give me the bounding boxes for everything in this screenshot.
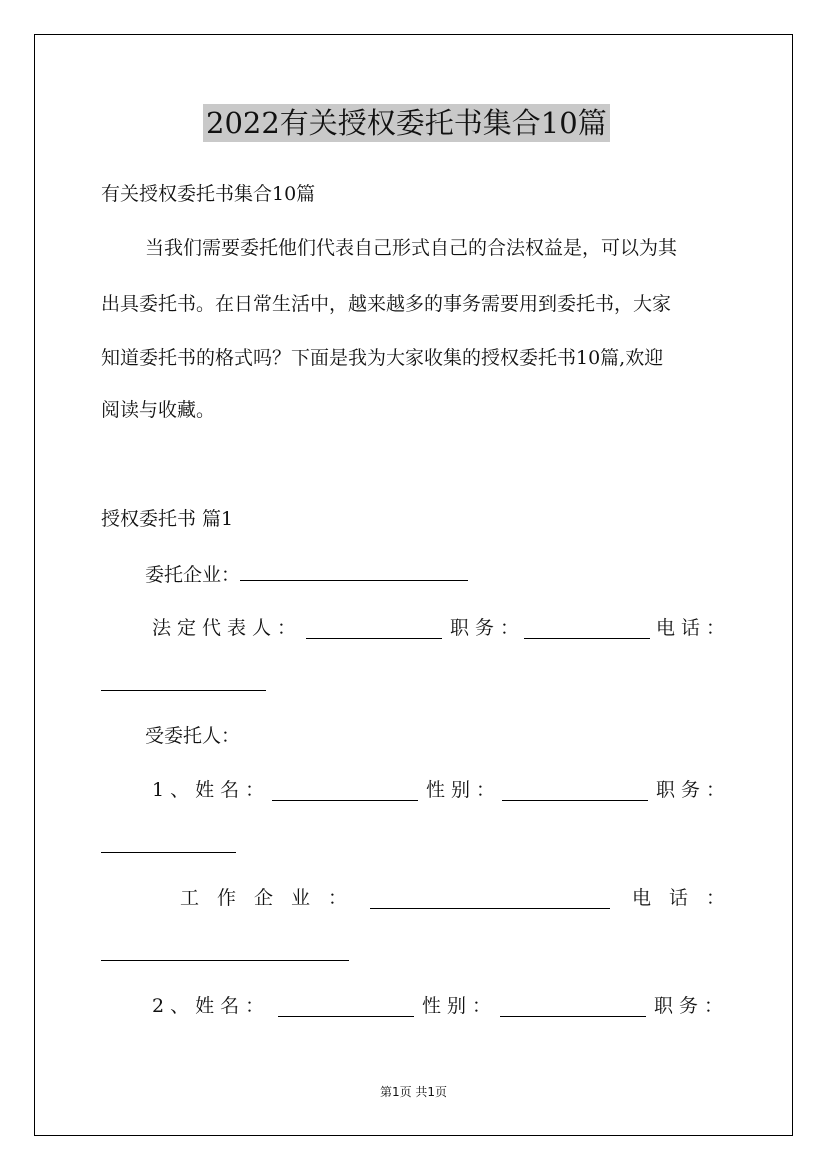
legal-rep-phone-label: 电话： xyxy=(656,617,732,639)
legal-rep-position-blank[interactable] xyxy=(524,620,650,639)
intro-line-4: 阅读与收藏。 xyxy=(101,399,216,421)
item1-work-company-blank[interactable] xyxy=(370,890,610,909)
legal-rep-blank[interactable] xyxy=(306,620,442,639)
item1-gender-label: 性别： xyxy=(426,779,502,801)
item1-phone-label: 电话： xyxy=(632,887,744,909)
item2-name-label: 2、姓名： xyxy=(152,995,271,1017)
item1-name-blank[interactable] xyxy=(272,782,418,801)
item1-phone-blank[interactable] xyxy=(101,942,349,961)
intro-line-3: 知道委托书的格式吗？下面是我为大家收集的授权委托书10篇,欢迎 xyxy=(101,347,664,369)
item2-gender-blank[interactable] xyxy=(500,998,646,1017)
trustee-label: 受委托人： xyxy=(145,725,241,747)
item1-work-company-label: 工作企业： xyxy=(180,887,366,909)
item1-name-label: 1、姓名： xyxy=(152,779,271,801)
intro-line-1: 当我们需要委托他们代表自己形式自己的合法权益是，可以为其 xyxy=(145,237,678,259)
legal-rep-phone-blank[interactable] xyxy=(101,672,266,691)
entrusting-company-blank[interactable] xyxy=(240,562,468,581)
item2-name-blank[interactable] xyxy=(278,998,414,1017)
page-footer: 第1页 共1页 xyxy=(379,1085,448,1099)
item1-position-label: 职务： xyxy=(656,779,732,801)
item2-position-label: 职务： xyxy=(654,995,730,1017)
item2-gender-label: 性别： xyxy=(422,995,498,1017)
legal-rep-position-label: 职务： xyxy=(450,617,526,639)
intro-line-2: 出具委托书。在日常生活中，越来越多的事务需要用到委托书，大家 xyxy=(101,293,672,315)
legal-rep-label: 法定代表人： xyxy=(152,617,303,639)
entrusting-company-label: 委托企业： xyxy=(145,564,241,586)
section-heading: 授权委托书 篇1 xyxy=(101,508,234,530)
entrusting-company-row xyxy=(145,562,468,587)
document-title: 2022有关授权委托书集合10篇 xyxy=(203,104,610,142)
document-subtitle: 有关授权委托书集合10篇 xyxy=(101,183,316,205)
legal-rep-row xyxy=(152,616,302,640)
item1-position-blank[interactable] xyxy=(101,834,236,853)
item1-gender-blank[interactable] xyxy=(502,782,648,801)
